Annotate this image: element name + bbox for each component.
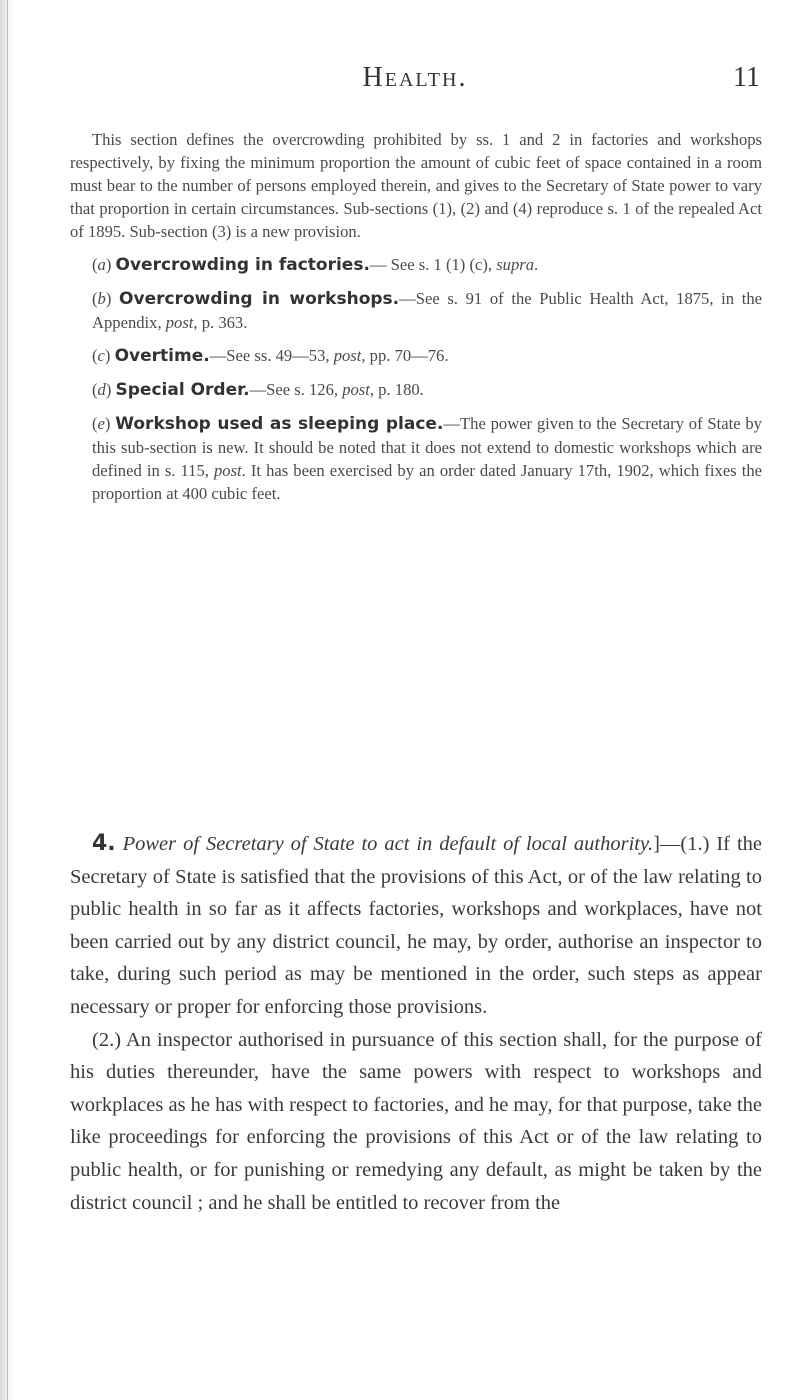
section-paragraph-1 [70, 828, 762, 1024]
note-italic: post [214, 461, 242, 480]
note-e: (e) Workshop used as sleeping place.—The power given to the Secretary of State by this sub-section is new. It should be noted that it does not extend to domestic workshops which are defined in s. 115, post. It has been exercised by an order dated January 17th, 1902, which fixes the proportion at 400 cubic feet. [92, 414, 762, 503]
note-italic: post [333, 346, 362, 365]
section-text-2: (2.) An inspector authorised in pursuance of this section shall, for the purpose of his duties thereunder, have the same powers with respect to workshops and workplaces as he has with respect to factories, and he may, for that purpose, take the like proceedings for enforcing the provisions of this Act or of the law relating to public health, or for punishing or remedying any default, as might be taken by the district council ; and he shall be entitled to recover from the [70, 1028, 763, 1214]
note-text: —See s. 91 of the Public Health Act, 1875, in the Appendix, [92, 289, 762, 332]
section-text-1: ]—(1.) If the Secretary of State is satisfied that the provisions of this Act, or of the law relating to public health in so far as it affects factories, workshops and workplaces, have not been carried out by any district council, he may, by order, authorise an inspector to take, during such period as may be mentioned in the order, such steps as appear necessary or proper for enforcing those provisions. [70, 833, 762, 1018]
note-heading: Workshop used as sleeping place. [115, 414, 444, 434]
running-head [70, 62, 760, 102]
note-text-end: , p. 363. [193, 313, 248, 332]
note-letter: d [97, 380, 106, 399]
note-text-end: . It has been exercised by an order dated January 17th, 1902, which fixes the proportion at 400 cubic feet. [92, 461, 762, 503]
note-text-end: . [534, 255, 539, 274]
note-text: —See ss. 49—53, [209, 346, 334, 365]
commentary-block [70, 128, 762, 505]
page-number: 11 [733, 62, 760, 93]
note-heading: Overcrowding in factories. [115, 255, 370, 275]
statute-section [70, 828, 762, 1219]
note-heading: Overcrowding in workshops. [119, 289, 400, 309]
note-italic: post [165, 313, 194, 332]
note-heading: Special Order. [115, 380, 250, 400]
note-letter: a [97, 255, 106, 274]
running-head-title: Health. [362, 62, 468, 93]
note-letter: b [97, 289, 106, 308]
section-paragraph-2 [70, 1024, 762, 1220]
section-number: 4. [92, 831, 116, 856]
note-b: (b) Overcrowding in workshops.—See s. 91 of the Public Health Act, 1875, in the Appendix, post, p. 363. [92, 289, 762, 332]
note-d: (d) Special Order.—See s. 126, post, p. 180. [92, 380, 424, 400]
note-c: (c) Overtime.—See ss. 49—53, post, pp. 70—76. [92, 346, 449, 366]
note-text: —The power given to the Secretary of State by this sub-section is new. It should be noted that it does not extend to domestic workshops which are defined in s. 115, [92, 414, 762, 480]
note-heading: Overtime. [114, 346, 210, 366]
note-text-end: , pp. 70—76. [361, 346, 449, 365]
intro-paragraph: This section defines the overcrowding prohibited by ss. 1 and 2 in factories and workshops respectively, by fixing the minimum proportion the amount of cubic feet of space contained in a room must bear to the number of persons employed therein, and gives to the Secretary of State power to vary that proportion in certain circumstances. Sub-sections (1), (2) and (4) reproduce s. 1 of the repealed Act of 1895. Sub-section (3) is a new provision. [70, 130, 762, 241]
note-italic: supra [496, 255, 534, 274]
note-letter: c [97, 346, 105, 365]
note-italic: post [342, 380, 370, 399]
note-a: (a) Overcrowding in factories.— See s. 1 (1) (c), supra. [92, 255, 539, 275]
note-text: —See s. 126, [249, 380, 343, 399]
note-letter: e [97, 414, 105, 433]
note-text-end: , p. 180. [369, 380, 424, 399]
note-text: — See s. 1 (1) (c), [369, 255, 497, 274]
section-title: Power of Secretary of State to act in default of local authority. [122, 833, 654, 855]
